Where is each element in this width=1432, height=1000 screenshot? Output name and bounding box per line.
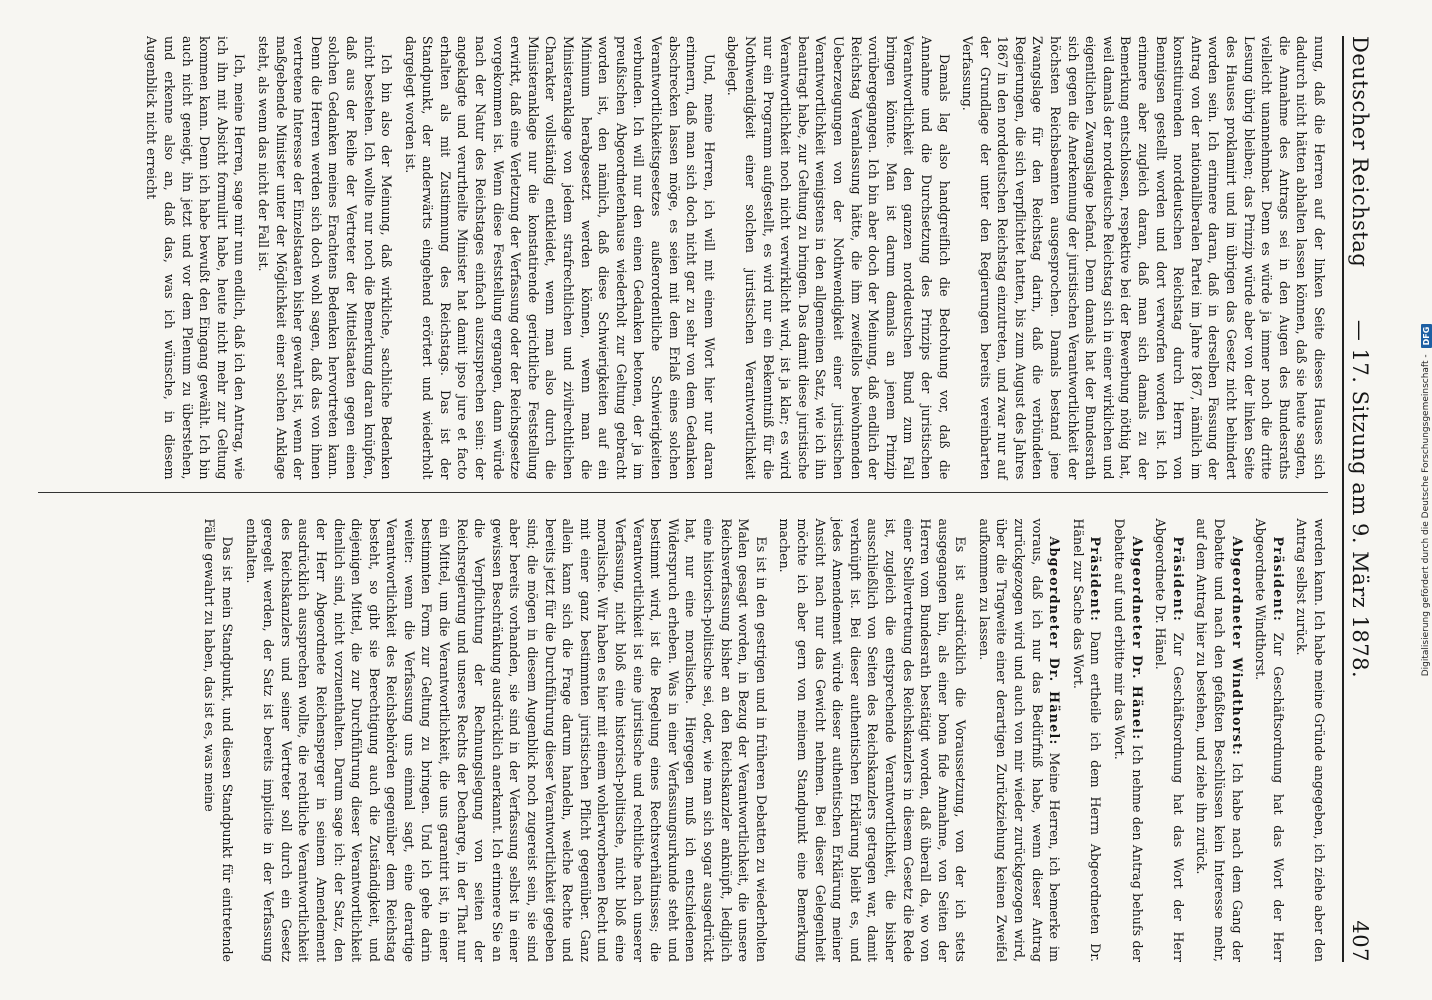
dfg-logo: DFG [1421,324,1432,349]
speaker-name: Abgeordneter Dr. Hänel: [1129,536,1145,741]
paragraph-text: Ich nehme den Antrag behufs der Debatte auf und erbitte mir das Wort. [1112,518,1145,962]
paragraph-text: werden kann. Ich habe meine Gründe angegeben, ich ziehe aber den Antrag selbst zurück. [1294,518,1327,962]
digitization-credit: Digitalisierung gefördert durch die Deutsche Forschungsgemeinschaft - [1421,354,1431,677]
paragraph [776,519,970,963]
speech-paragraph [975,519,1063,963]
paragraph-text: Es ist in den gestrigen und in früheren Debatten zu wiederholten Malen gesagt worden, in Bezug der Verantwortlichkeit, die unsere Reichsverfassung bisher an den Reichskanzler anknüpft, lediglich eine historisch-politische sei, oder, wie man sich sogar ausgedrückt hat, nur eine moralische. Hiergegen muß ich entschiedenen Widerspruch erheben. Was in einer Verfassungsurkunde steht und bestimmt wird, ist die Regelung eines Rechtsverhältnisses; die Verantwortlichkeit ist eine juristische und rechtliche nach unserer Verfassung, nicht bloß eine historisch-politische, nicht bloß eine moralische. Wir haben es hier mit einem wohlerworbenen Recht und mit einer ganz bestimmten juristischen Pflicht gegenüber. Ganz allein kann sich die Frage darum handeln, welche Rechte und bereits jetzt für die Durchführung dieser Verantwortlichkeit gegeben sind; die mögen in diesem Augenblick noch zugereist sein, sie sind aber bereits vorhanden, sie sind in der Verfassung selbst in einer gewissen Beschränkung ausdrücklich anerkannt. Ich erinnere Sie an die Verpflichtung der Rechnungslegung von seiten der Reichsregierung und unseres Rechts der Decharge, in der That nur ein Mittel, um die Verantwortlichkeit, die uns garantirt ist, in einer bestimmten Form zur Geltung zu bringen. Und ich gehe darin weiter: wenn die Verfassung uns einmal sagt, eine derartige Verantwortlichkeit des Reichsbehörden gegenüber dem Reichstag besteht, so gibt sie Berechtigung auch die Zuständigkeit, und diejenigen Mittel, die zur Durchführung dieser Verantwortlichkeit dienlich sind, nicht vorzuenthalten. Darum sage ich: der Satz, den der Herr Abgeordnete Reichensperger in seinem Amendement ausdrücklich aussprechen wollte, die rechtliche Verantwortlichkeit des Reichskanzlers und seiner Vertreter soll durch ein Gesetz geregelt werden, der Satz ist bereits implicite in der Verfassung enthalten. [243,518,769,962]
speech-paragraph [1152,519,1187,963]
speaker-name: Präsident: [1088,536,1104,623]
digitization-note [1420,0,1432,1000]
running-head-left: Deutscher Reichstag [1348,36,1372,268]
paragraph [201,519,236,963]
speech-paragraph [1110,519,1145,963]
paragraph-text: Zur Geschäftsordnung hat das Wort der Herr Abgeordnete Dr. Hänel. [1153,518,1186,962]
text-columns [38,36,1328,962]
paragraph: Ich bin also der Meinung, daß wirkliche, sachliche Bedenken nicht bestehen. Ich wollte nur noch die Bemerkung daran knüpfen, daß aus der Reihe der Vertreter der Mittelstaaten gegen einen solchen Gedanken meines Erachtens Bedenken hervortreten kann. Denn die Herren werden sich doch wohl sagen, daß das von ihnen vertretene Interesse der Einzelstaaten bisher gewahrt ist, wenn der maßgebende Minister unter der Möglichkeit einer solchen Anklage steht, als wenn das nicht der Fall ist. [255,36,395,480]
paragraph-text: Das ist mein Standpunkt, und diesen Standpunkt für eintretende Fälle gewahrt zu haben, das ist es, was meine [202,518,235,962]
speech-paragraph [1069,519,1104,963]
speech-paragraph [1252,519,1287,963]
paragraph-text: Meine Herren, ich bemerke im voraus, daß ich nur das Bedürfniß habe, wenn dieser Antrag zurückgezogen wird und auch von mir wieder zurückgezogen wird, über die Tragweite einer derartigen Zurückziehung keinen Zweifel aufkommen zu lassen. [976,518,1063,962]
paragraph [242,519,770,963]
left-column [38,36,1328,493]
paragraph-text: Es ist ausdrücklich die Voraussetzung, von der ich stets ausgegangen bin, als einer bona fide Annahme, von Seiten der Herren vom Bundesrath bestätigt worden, daß überall da, wo von einer Stellvertretung des Reichskanzlers in diesem Gesetz die Rede ist, zugleich die entsprechende Verantwortlichkeit, die bisher ausschließlich von Seiten des Reichskanzlers getragen war, damit verknüpft ist. Bei dieser authentischen Erklärung bleibt es, und jedes Amendement würde dieser authentischen Erklärung meiner Ansicht nach nur das Gewicht nehmen. Bei dieser Gelegenheit möchte ich aber gern von meinem Standpunkt eine Bemerkung machen. [777,518,969,962]
speaker-name: Präsident: [1270,536,1286,623]
paragraph: Und, meine Herren, ich will mit einem Wort hier nur daran erinnern, daß man sich doch nicht gar zu sehr von dem Gedanken abschrecken lassen möge, es seien mit dem Erlaß eines solchen Verantwortlichkeitsgesetzes außerordentliche Schwierigkeiten verbunden. Ich will nur den einen Gedanken betonen, der ja im preußischen Abgeordnetenhause wiederholt zur Geltung gebracht worden ist, den nämlich, daß diese Schwierigkeiten auf ein Minimum herabgesetzt werden können, wenn man die Ministeranklage von jedem strafrechtlichen und zivilrechtlichen Charakter vollständig entkleidet, wenn man also durch die Ministeranklage nur die konstatirende gerichtliche Feststellung erwirkt, daß eine Verletzung der Verfassung oder der Reichsgesetze vorgekommen ist. Wenn diese Feststellung ergangen, dann würde nach der Natur des Reichstages einfach auszusprechen sein: der angeklagte und verurtheilte Minister hat damit ipso jure et facto erhalten als mit Zustimmung des Reichstags. Das ist der Standpunkt, der anderwärts eingehend erörtert und wiederholt dargelegt worden ist. [402,36,717,480]
paragraph-text: Ich habe nach dem Gang der Debatte und nach den gefaßten Beschlüssen kein Interesse mehr, auf dem Antrag hier zu bestehen, und ziehe ihn zurück. [1194,518,1245,962]
paragraph-text: Dann ertheile ich dem Herrn Abgeordneten Dr. Hänel zur Sache das Wort. [1070,518,1104,962]
speaker-name: Präsident: [1170,536,1186,623]
running-head-center: — 17. Sitzung am 9. März 1878. [1348,319,1372,679]
speaker-name: Abgeordneter Windthorst: [1229,536,1245,757]
paragraph: Ich, meine Herren, sage mir nun endlich, daß ich den Antrag, wie ich ihn mit Absicht formulirt habe, heute nicht mehr zur Geltung kommen kann. Denn ich habe bewußt den Eingang gewählt. Ich bin auch nicht geneigt, ihn jetzt und vor dem Plenum zu überstehen, und erkenne also an, daß das, was ich wünsche, in diesem Augenblick nicht erreicht [144,36,248,480]
paragraph [1293,519,1328,963]
page-header [1342,36,1382,962]
right-column [38,519,1328,963]
paragraph: nung, daß die Herren auf der linken Seite dieses Hauses sich dadurch nicht hätten abhalten lassen können, daß sie heute sagten, die Annahme des Antrags sei in den Augen des Bundesraths vielleicht unannehmbar. Denn es würde ja immer noch die dritte Lesung übrig bleiben; das Prinzip würde aber von der linken Seite des Hauses proklamirt und im übrigen das Gesetz nicht behindert worden sein. Ich erinnere daran, daß in derselben Fassung der Antrag von der nationalliberalen Partei im Jahre 1867, nämlich im konstituirenden norddeutschen Reichstag durch Herrn von Bennigsen gestellt worden und dort verworfen worden ist. Ich erinnere aber zugleich daran, daß man sich damals zu der Bemerkung entschlossen, respektive bei der Bewerbung nöthig hat, weil damals der norddeutsche Reichstag sich in einer wirklichen und eigentlichen Zwangslage befand. Denn damals hat der Bundesrath sich gegen die Anerkennung der juristischen Verantwortlichkeit der höchsten Reichsbeamten ausgesprochen. Damals bestand jene Zwangslage für den Reichstag darin, daß die verbündeten Regierungen, die sich verpflichtet hatten, bis zum August des Jahres 1867 in den norddeutschen Reichstag einzutreten, und zwar nur auf der Grundlage der unter den Regierungen bereits vereinbarten Verfassung. [960,36,1327,480]
speech-paragraph [1193,519,1246,963]
paragraph-text: Zur Geschäftsordnung hat das Wort der Herr Abgeordnete Windthorst. [1253,518,1286,962]
speaker-name: Abgeordneter Dr. Hänel: [1047,536,1063,746]
page-number: 407 [1348,920,1372,962]
paragraph: Damals lag also handgreiflich die Bedrohung vor, daß die Annahme und die Durchsetzung des Prinzips der juristischen Verantwortlichkeit den ganzen norddeutschen Bund zum Fall bringen könnte. Man ist darum damals an jenem Prinzip vorübergegangen. Ich bin aber doch der Meinung, daß endlich der Reichstag Veranlassung hätte, die ihm zweifellos beiwohnenden Ueberzeugungen von der Nothwendigkeit einer juristischen Verantwortlichkeit wenigstens in den allgemeinen Satz, wie ich ihn beantragt habe, zur Geltung zu bringen. Das damit diese juristische Verantwortlichkeit noch nicht verwirklicht wird, ist ja klar; es wird nur ein Programm aufgestellt, es wird nur ein Bekenntniß für die Nothwendigkeit einer solchen juristischen Verantwortlichkeit abgelegt. [725,36,952,480]
